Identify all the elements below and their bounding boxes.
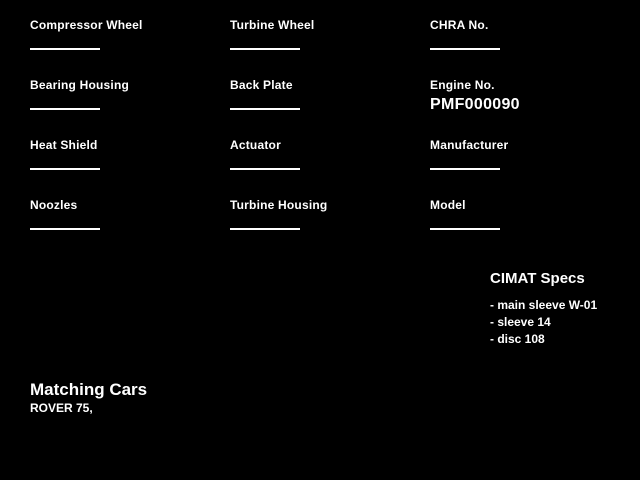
field-blank-line (30, 228, 100, 230)
field-label: Turbine Wheel (230, 18, 315, 32)
field-turbine-housing (230, 198, 420, 230)
field-blank-line (230, 108, 300, 110)
field-actuator (230, 138, 420, 170)
field-blank-line (30, 168, 100, 170)
matching-cars-section (30, 380, 147, 416)
cimat-specs-title: CIMAT Specs (490, 270, 585, 287)
field-label: CHRA No. (430, 18, 489, 32)
field-label: Compressor Wheel (30, 18, 143, 32)
spec-item: - disc 108 (490, 332, 545, 346)
cimat-specs-section (490, 270, 597, 348)
field-turbine-wheel (230, 18, 420, 50)
matching-cars-title: Matching Cars (30, 380, 148, 399)
field-label: Bearing Housing (30, 78, 130, 92)
field-blank-line (230, 168, 300, 170)
field-blank-line (230, 228, 300, 230)
field-engine-no (430, 78, 620, 114)
field-label: Turbine Housing (230, 198, 328, 212)
field-blank-line (30, 48, 100, 50)
field-back-plate (230, 78, 420, 110)
engine-no-value: PMF000090 (430, 96, 520, 113)
field-label: Model (430, 198, 466, 212)
cimat-specs-list (490, 297, 597, 348)
field-blank-line (30, 108, 100, 110)
field-model (430, 198, 620, 230)
field-blank-line (430, 228, 500, 230)
field-noozles (30, 198, 220, 230)
field-label: Manufacturer (430, 138, 509, 152)
matching-cars-value: ROVER 75, (30, 401, 93, 415)
field-label: Engine No. (430, 78, 495, 92)
field-chra-no (430, 18, 620, 50)
field-heat-shield (30, 138, 220, 170)
field-label: Actuator (230, 138, 281, 152)
field-bearing-housing (30, 78, 220, 110)
field-label: Back Plate (230, 78, 293, 92)
field-label: Noozles (30, 198, 78, 212)
field-label: Heat Shield (30, 138, 98, 152)
field-blank-line (430, 168, 500, 170)
field-compressor-wheel (30, 18, 220, 50)
field-blank-line (430, 48, 500, 50)
field-blank-line (230, 48, 300, 50)
field-manufacturer (430, 138, 620, 170)
spec-item: - sleeve 14 (490, 315, 551, 329)
spec-item: - main sleeve W-01 (490, 298, 598, 312)
